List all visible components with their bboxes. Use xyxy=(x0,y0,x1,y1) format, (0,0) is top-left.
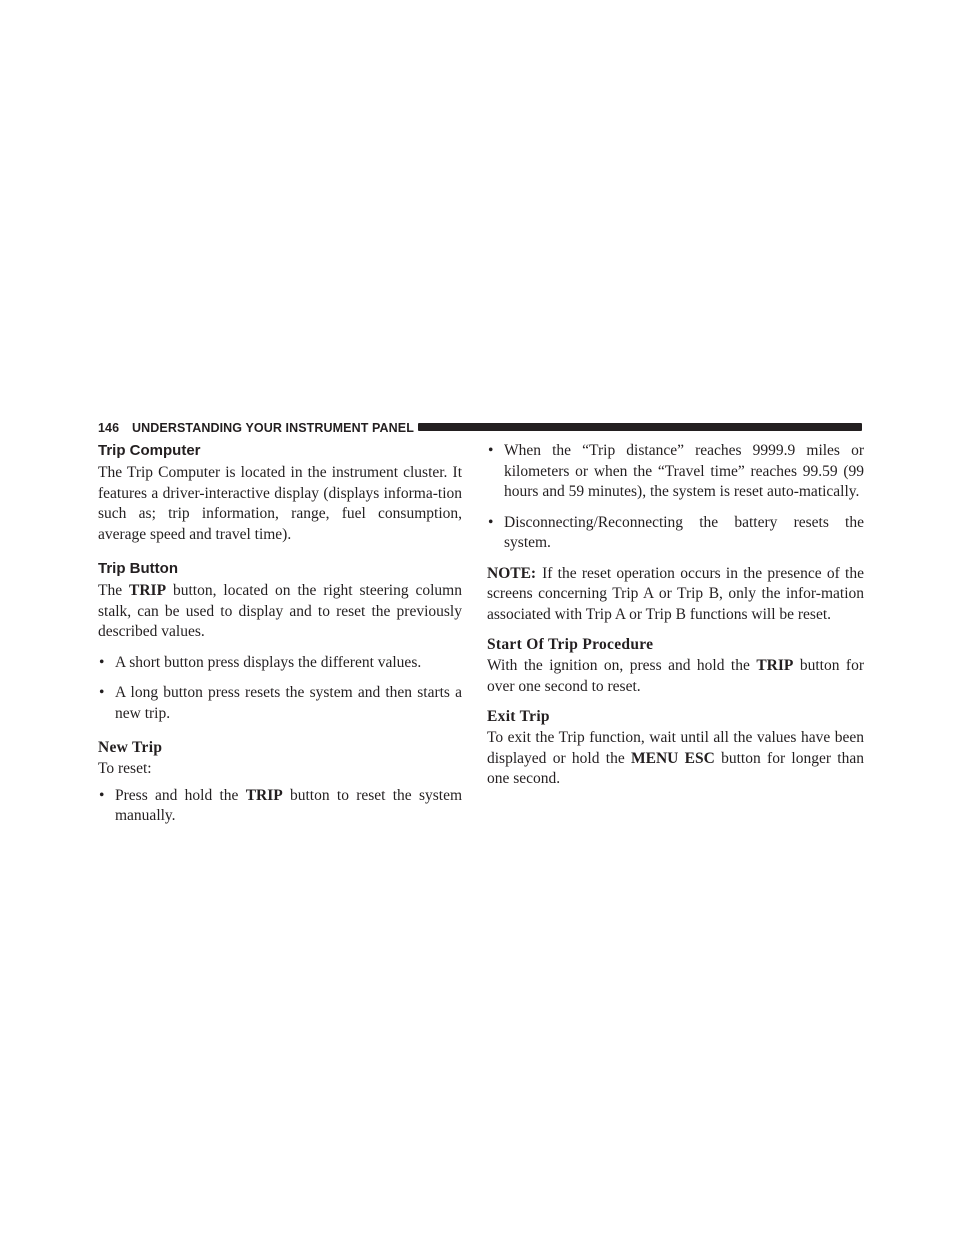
list-item: • Press and hold the TRIP button to reset the system manually. xyxy=(99,786,463,824)
heading-exit-trip: Exit Trip xyxy=(487,708,550,725)
bullet-icon: • xyxy=(99,786,105,804)
note-label: NOTE: xyxy=(487,564,537,582)
right-column xyxy=(487,441,864,800)
list-item: • A long button press resets the system and then starts a new trip. xyxy=(99,684,462,722)
trip-keyword: TRIP xyxy=(756,657,794,674)
bullet-icon: • xyxy=(99,684,105,701)
trip-button-bullets xyxy=(98,653,462,725)
heading-trip-button: Trip Button xyxy=(98,560,178,577)
page-header xyxy=(98,419,862,437)
note-paragraph: NOTE: If the reset operation occurs in the presence of the screens concerning Trip A or Trip B, only the infor-mation associated with Trip A or Trip B functions will be reset. xyxy=(487,564,864,623)
start-of-trip-paragraph: With the ignition on, press and hold the TRIP button for over one second to reset. xyxy=(487,657,865,695)
list-item: • Disconnecting/Reconnecting the battery resets the system. xyxy=(488,513,864,551)
menu-esc-keyword: MENU ESC xyxy=(631,749,715,767)
bullet-icon: • xyxy=(99,653,105,671)
trip-button-paragraph: The TRIP button, located on the right steering column stalk, can be used to display and to reset the previously described values. xyxy=(98,582,462,640)
list-item: • When the “Trip distance” reaches 9999.9 miles or kilometers or when the “Travel time” reaches 99.59 (99 hours and 59 minutes), the system is reset auto-matically. xyxy=(488,442,864,500)
to-reset-text: To reset: xyxy=(98,760,152,777)
reset-bullets xyxy=(487,441,864,554)
heading-new-trip: New Trip xyxy=(98,739,163,756)
bullet-icon: • xyxy=(488,513,494,531)
header-rule xyxy=(418,423,862,431)
new-trip-bullets xyxy=(98,786,462,827)
trip-computer-paragraph: The Trip Computer is located in the instrument cluster. It features a driver-interactive display (displays informa-tion such as; trip information, range, fuel consumption, average speed and travel time). xyxy=(98,464,462,543)
section-title: UNDERSTANDING YOUR INSTRUMENT PANEL xyxy=(132,421,414,435)
exit-trip-paragraph: To exit the Trip function, wait until all the values have been displayed or hold the MENU ESC button for longer than one second. xyxy=(487,729,864,787)
left-column xyxy=(98,441,462,837)
heading-trip-computer: Trip Computer xyxy=(98,442,201,459)
bullet-icon: • xyxy=(488,442,494,459)
page-number: 146 xyxy=(98,421,120,435)
trip-keyword: TRIP xyxy=(129,582,167,599)
heading-start-of-trip: Start Of Trip Procedure xyxy=(487,636,654,653)
list-item: • A short button press displays the different values. xyxy=(98,653,462,674)
trip-keyword: TRIP xyxy=(245,786,283,804)
